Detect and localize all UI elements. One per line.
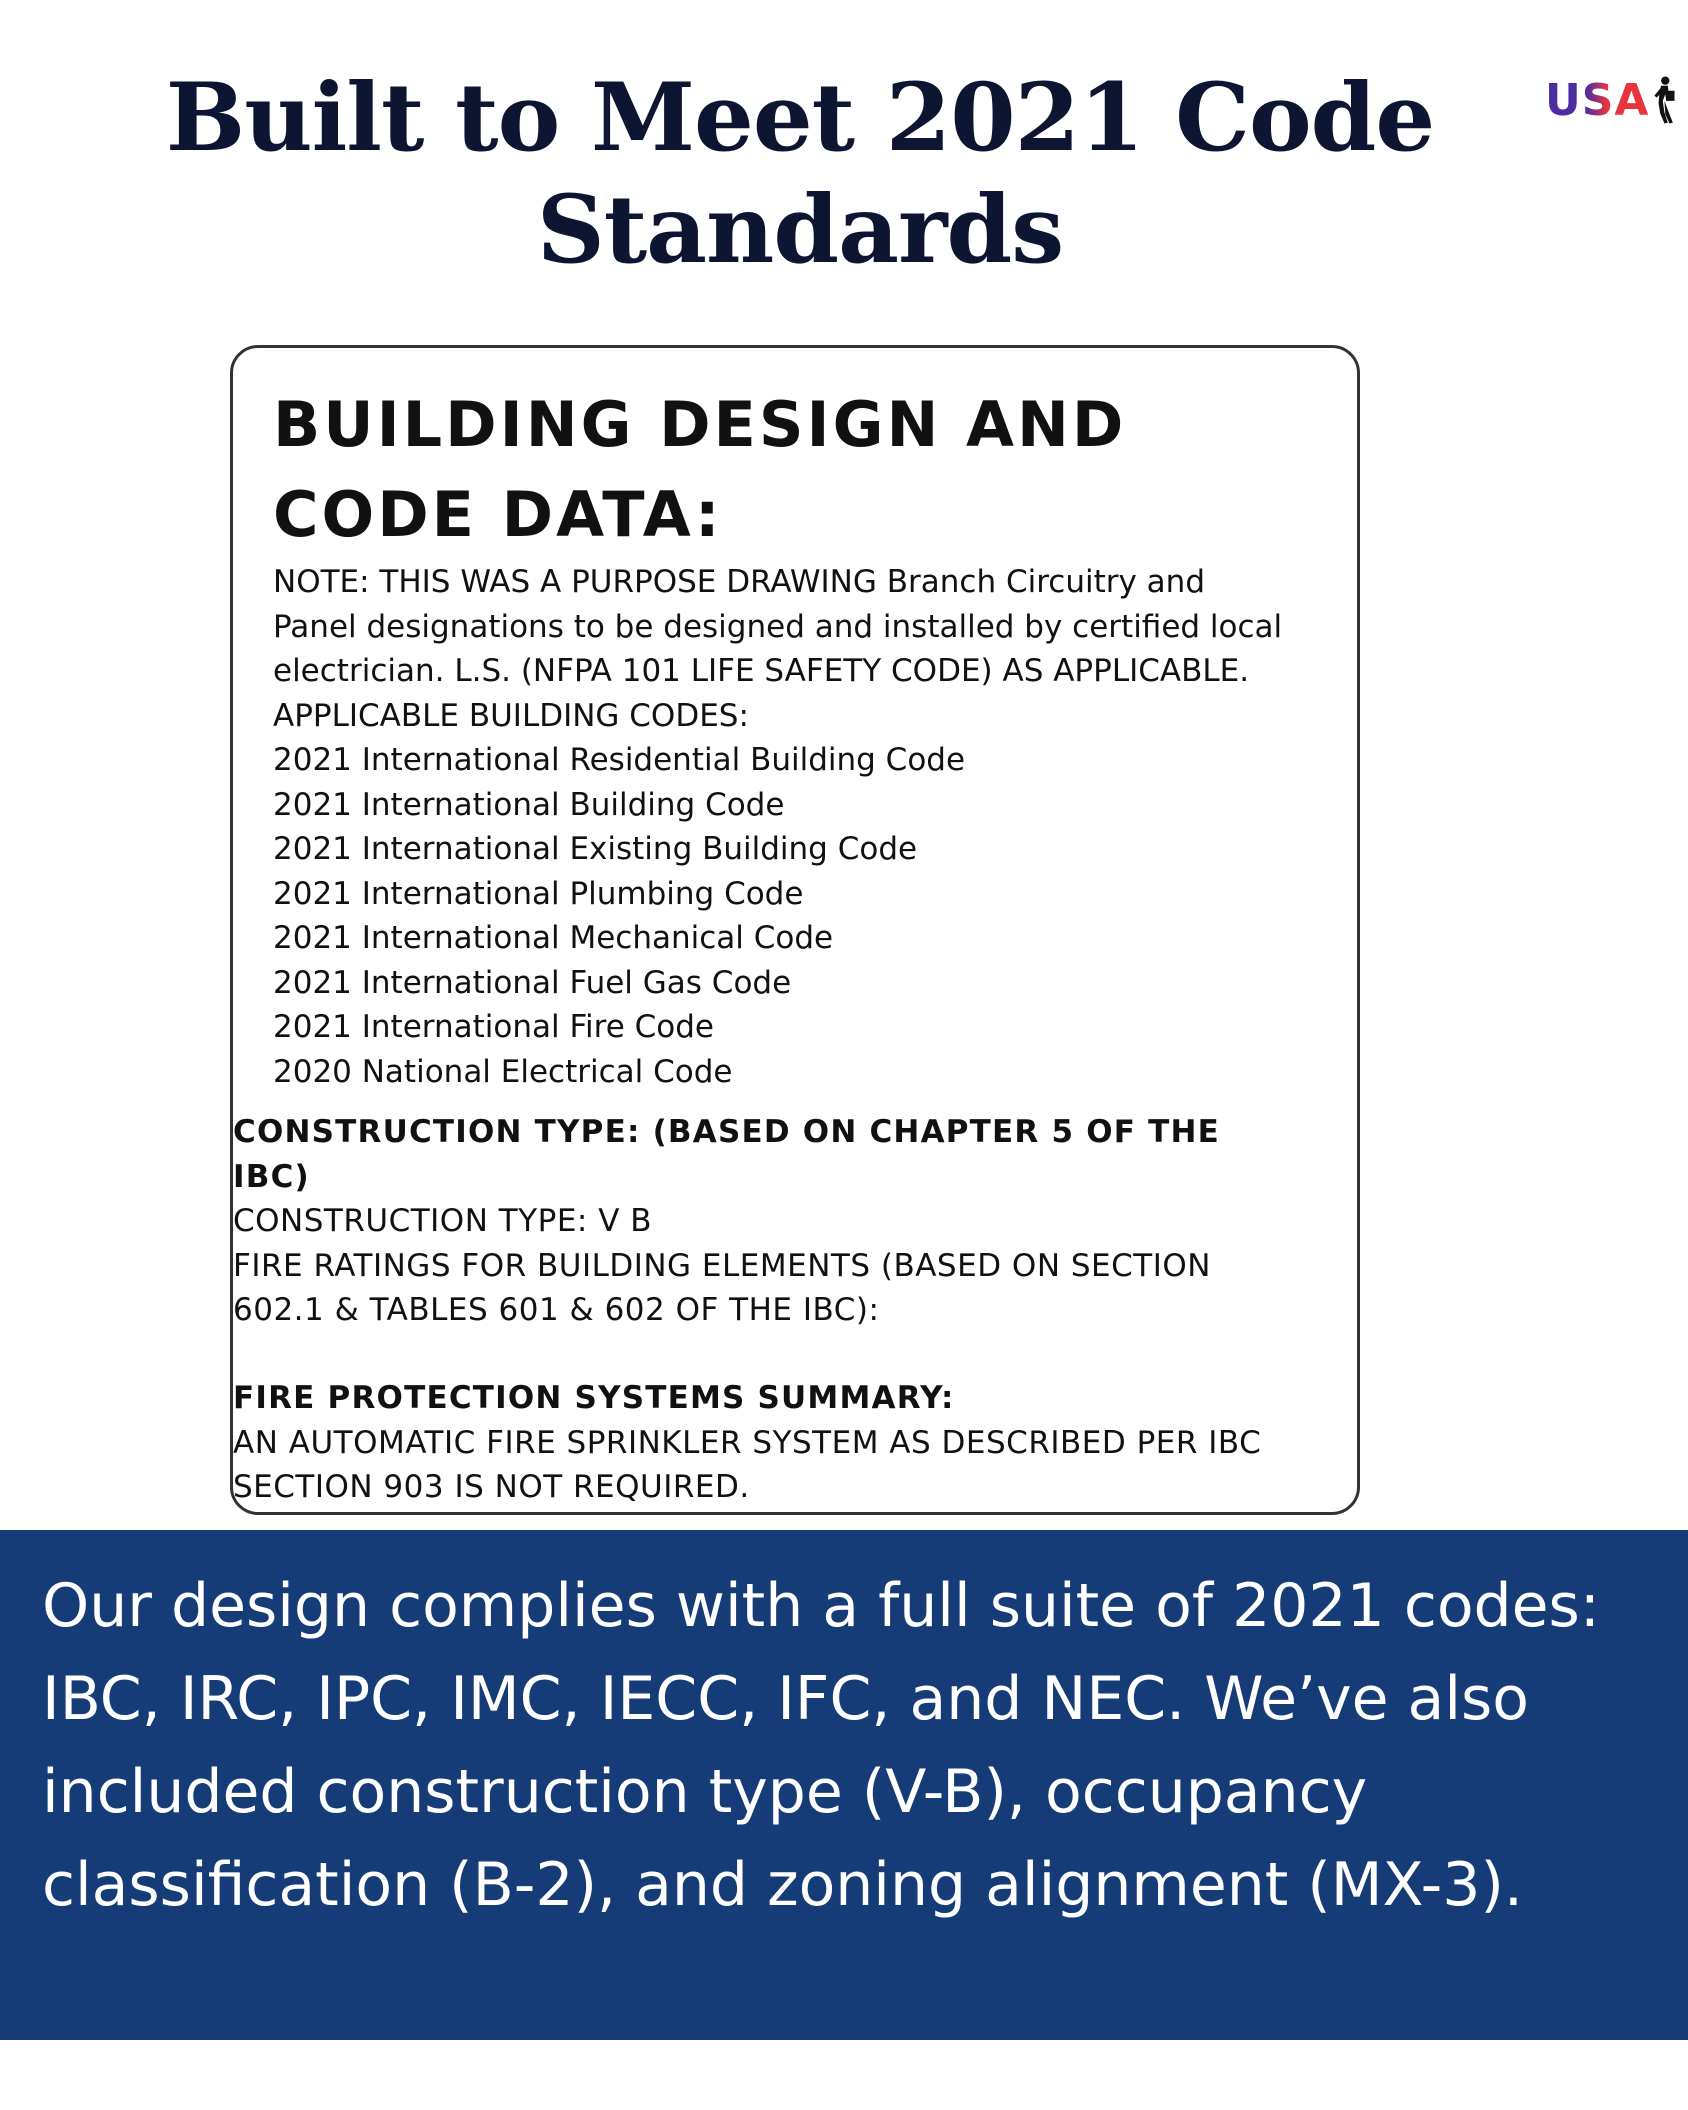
summary-line: included construction type (V-B), occupancy xyxy=(42,1757,1368,1827)
code-item: 2021 International Building Code xyxy=(273,786,785,823)
usa-logo xyxy=(1545,60,1675,140)
fire-protection-heading: FIRE PROTECTION SYSTEMS SUMMARY: xyxy=(233,1380,955,1416)
headline-line-2: Standards xyxy=(536,175,1064,285)
construction-heading: CONSTRUCTION TYPE: (BASED ON CHAPTER 5 OF THE xyxy=(233,1114,1221,1150)
code-data-title xyxy=(273,380,1337,560)
code-data-card xyxy=(230,345,1360,1515)
summary-line: IBC, IRC, IPC, IMC, IECC, IFC, and NEC. We’ve also xyxy=(42,1664,1529,1734)
note-line: Panel designations to be designed and installed by certified local xyxy=(273,608,1283,645)
headline-line-1: Built to Meet 2021 Code xyxy=(165,63,1435,173)
code-item: 2021 International Plumbing Code xyxy=(273,875,804,912)
code-data-content xyxy=(273,380,1337,1094)
note-line: NOTE: THIS WAS A PURPOSE DRAWING Branch Circuitry and xyxy=(273,564,1205,600)
card-title-line-2: CODE DATA: xyxy=(273,478,723,551)
note-line: electrician. L.S. (NFPA 101 LIFE SAFETY CODE) AS APPLICABLE. xyxy=(273,653,1250,689)
construction-line: CONSTRUCTION TYPE: V B xyxy=(233,1203,653,1239)
note-block xyxy=(273,560,1337,738)
summary-text xyxy=(42,1560,1662,1932)
construction-heading: IBC) xyxy=(233,1158,310,1195)
fire-protection-section xyxy=(233,1376,1357,1510)
code-item: 2021 International Residential Building Code xyxy=(273,742,966,778)
code-item: 2020 National Electrical Code xyxy=(273,1053,733,1090)
codes-list xyxy=(273,738,1337,1094)
summary-line: classification (B-2), and zoning alignment (MX-3). xyxy=(42,1850,1523,1920)
code-item: 2021 International Fire Code xyxy=(273,1009,714,1045)
person-carrying-box-icon xyxy=(1651,71,1675,129)
card-title-line-1: BUILDING DESIGN AND xyxy=(273,388,1127,461)
construction-line: 602.1 & TABLES 601 & 602 OF THE IBC): xyxy=(233,1292,880,1328)
fire-protection-line: AN AUTOMATIC FIRE SPRINKLER SYSTEM AS DESCRIBED PER IBC xyxy=(233,1424,1262,1461)
page-headline xyxy=(0,62,1600,286)
construction-type-section xyxy=(233,1110,1357,1333)
summary-line: Our design complies with a full suite of 2021 codes: xyxy=(42,1571,1601,1641)
code-item: 2021 International Fuel Gas Code xyxy=(273,964,792,1001)
note-line: APPLICABLE BUILDING CODES: xyxy=(273,697,749,734)
fire-protection-line: SECTION 903 IS NOT REQUIRED. xyxy=(233,1469,750,1505)
summary-banner xyxy=(0,1530,1688,2040)
construction-line: FIRE RATINGS FOR BUILDING ELEMENTS (BASED ON SECTION xyxy=(233,1247,1211,1284)
logo-text: USA xyxy=(1545,74,1650,126)
code-item: 2021 International Existing Building Code xyxy=(273,831,918,867)
code-item: 2021 International Mechanical Code xyxy=(273,920,834,956)
